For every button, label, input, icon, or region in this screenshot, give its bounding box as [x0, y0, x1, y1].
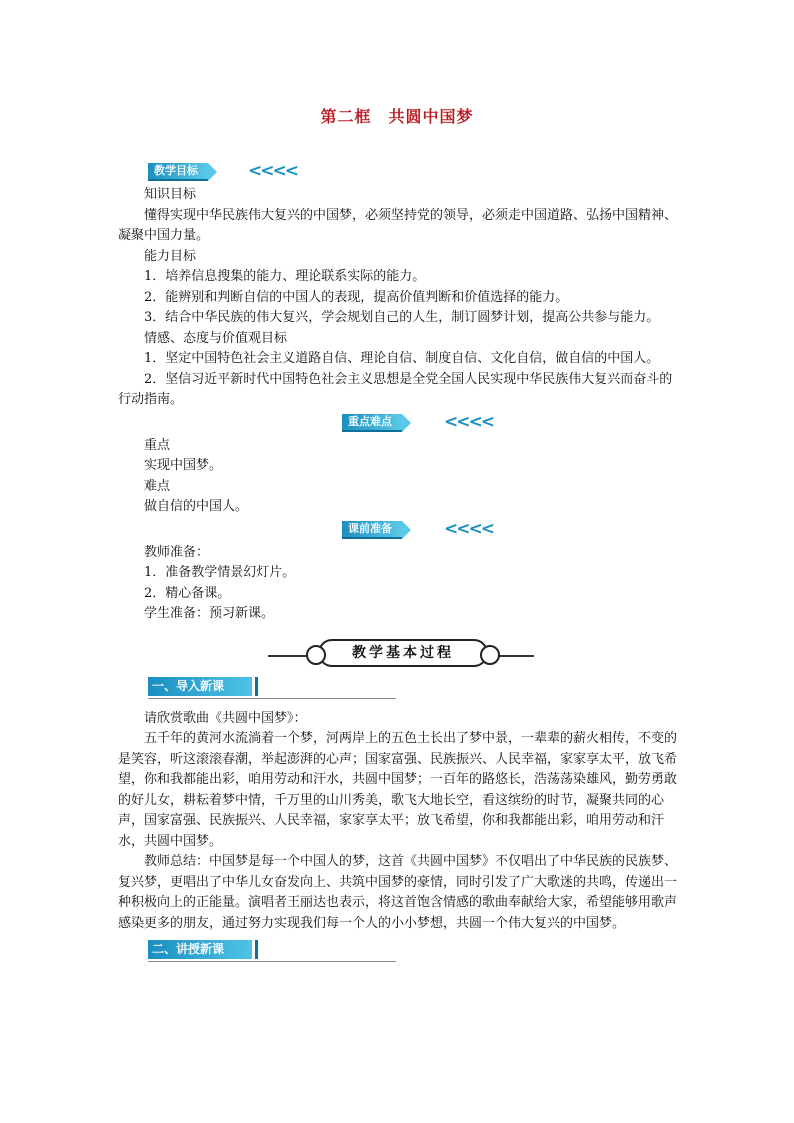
process-heading — [118, 633, 678, 667]
emotion-goal-item: 2．坚信习近平新时代中国特色社会主义思想是全党全国人民实现中华民族伟大复兴而奋斗的行动指南。 — [118, 371, 673, 407]
key-point-text: 实现中国梦。 — [144, 458, 223, 473]
document-body — [118, 160, 678, 972]
teacher-prep-item: 1．准备教学情景幻灯片。 — [144, 565, 296, 580]
section-title: 二、讲授新课 — [148, 940, 252, 959]
process-title: 教学基本过程 — [318, 639, 488, 667]
teacher-prep-item: 2．精心备课。 — [144, 585, 231, 601]
banner-teaching-goals — [118, 163, 678, 181]
banner-preparation — [118, 518, 678, 539]
difficulty-heading: 难点 — [144, 478, 171, 494]
ability-goal-item: 1．培养信息搜集的能力、理论联系实际的能力。 — [144, 269, 426, 284]
emotion-goal-heading: 情感、态度与价值观目标 — [144, 330, 288, 346]
section-title: 一、导入新课 — [148, 677, 252, 696]
difficulty-text: 做自信的中国人。 — [144, 499, 249, 514]
knowledge-goal-heading: 知识目标 — [144, 187, 197, 202]
ability-goal-heading: 能力目标 — [144, 248, 197, 264]
ability-goal-item: 2．能辨别和判断自信的中国人的表现，提高价值判断和价值选择的能力。 — [144, 289, 569, 305]
banner-label: 重点难点 — [342, 414, 402, 432]
divider — [148, 698, 396, 699]
song-intro: 请欣赏歌曲《共圆中国梦》： — [144, 710, 307, 726]
chevrons-icon: <<<< — [444, 518, 493, 539]
key-point-heading: 重点 — [144, 437, 171, 453]
banner-label: 教学目标 — [148, 163, 208, 181]
banner-key-points — [118, 411, 678, 432]
chevrons-icon: <<<< — [444, 411, 493, 432]
emotion-goal-item: 1．坚定中国特色社会主义道路自信、理论自信、制度自信、文化自信，做自信的中国人。 — [144, 351, 660, 366]
student-prep: 学生准备：预习新课。 — [144, 606, 275, 621]
ability-goal-item: 3．结合中华民族的伟大复兴，学会规划自己的人生，制订圆梦计划，提高公共参与能力。 — [144, 310, 660, 325]
knowledge-goal-text: 懂得实现中华民族伟大复兴的中国梦，必须坚持党的领导，必须走中国道路、弘扬中国精神、凝聚中国力量。 — [118, 207, 678, 243]
teacher-summary: 教师总结：中国梦是每一个中国人的梦，这首《共圆中国梦》不仅唱出了中华民族的民族梦、复兴梦，更唱出了中华儿女奋发向上、共筑中国梦的豪情，同时引发了广大歌迷的共鸣，传递出一种积极向上的正能量。演唱者王丽达也表示，将这首饱含情感的歌曲奉献给大家，希望能够用歌声感染更多的朋友，通过努力实现我们每一个人的小小梦想，共圆一个伟大复兴的中国梦。 — [118, 854, 678, 931]
section-heading-intro — [118, 677, 678, 699]
page-title: 第二框 共圆中国梦 — [320, 107, 474, 126]
banner-label: 课前准备 — [342, 521, 402, 539]
teacher-prep-heading: 教师准备： — [144, 544, 210, 560]
divider — [148, 961, 396, 962]
section-heading-new-lesson — [118, 940, 678, 962]
song-lyrics: 五千年的黄河水流淌着一个梦，河两岸上的五色土长出了梦中景，一辈辈的薪火相传，不变的是笑容，听这滚滚春潮，举起澎湃的心声；国家富强、民族振兴、人民幸福，家家享太平，放飞希望，你和我都能出彩，咱用劳动和汗水，共圆中国梦；一百年的路悠长，浩荡荡染雄风，勤劳勇敢的好儿女，耕耘着梦中情，千万里的山川秀美，歌飞大地长空，看这缤纷的时节，凝聚共同的心声，国家富强、民族振兴、人民幸福，家家享太平；放飞希望，你和我都能出彩，咱用劳动和汗水，共圆中国梦。 — [118, 731, 678, 849]
chevrons-icon: <<<< — [248, 161, 297, 181]
